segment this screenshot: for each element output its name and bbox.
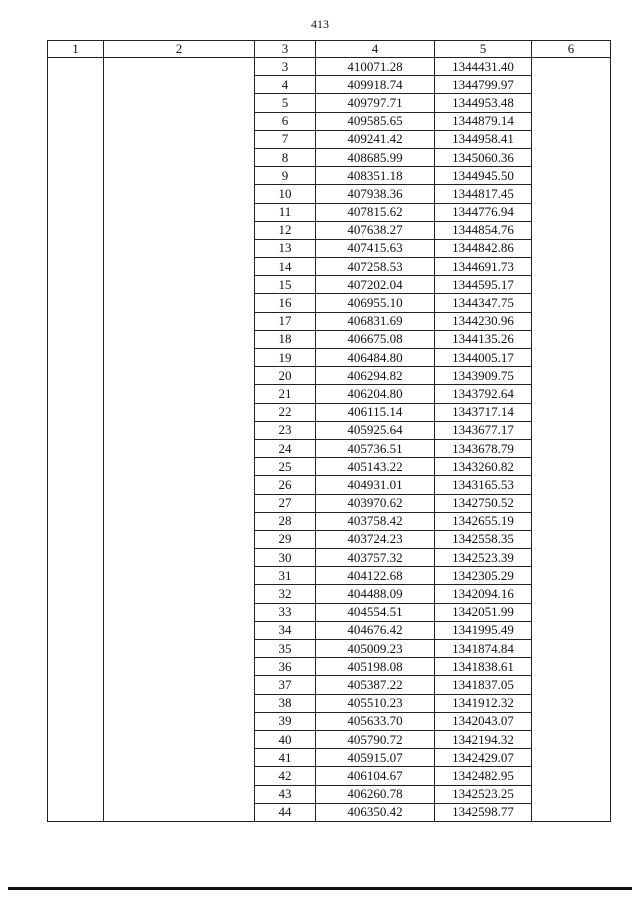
x-coordinate-cell: 405009.23: [316, 640, 435, 658]
y-coordinate-cell: 1343165.53: [435, 476, 532, 494]
point-number-cell: 21: [255, 385, 316, 403]
point-number-cell: 19: [255, 349, 316, 367]
x-coordinate-cell: 404554.51: [316, 603, 435, 621]
point-number-cell: 23: [255, 421, 316, 439]
x-coordinate-cell: 405915.07: [316, 749, 435, 767]
y-coordinate-cell: 1342429.07: [435, 749, 532, 767]
point-number-cell: 32: [255, 585, 316, 603]
point-number-cell: 13: [255, 239, 316, 257]
y-coordinate-cell: 1344842.86: [435, 239, 532, 257]
x-coordinate-cell: 403970.62: [316, 494, 435, 512]
point-number-cell: 42: [255, 767, 316, 785]
header-col-6: 6: [532, 41, 611, 58]
point-number-cell: 22: [255, 403, 316, 421]
col-6-cell: [532, 58, 611, 822]
x-coordinate-cell: 408685.99: [316, 148, 435, 166]
point-number-cell: 7: [255, 130, 316, 148]
point-number-cell: 38: [255, 694, 316, 712]
y-coordinate-cell: 1344691.73: [435, 258, 532, 276]
x-coordinate-cell: 407202.04: [316, 276, 435, 294]
y-coordinate-cell: 1343717.14: [435, 403, 532, 421]
x-coordinate-cell: 403757.32: [316, 549, 435, 567]
x-coordinate-cell: 408351.18: [316, 167, 435, 185]
x-coordinate-cell: 405198.08: [316, 658, 435, 676]
y-coordinate-cell: 1342094.16: [435, 585, 532, 603]
header-col-1: 1: [48, 41, 104, 58]
x-coordinate-cell: 407258.53: [316, 258, 435, 276]
x-coordinate-cell: 405510.23: [316, 694, 435, 712]
x-coordinate-cell: 409797.71: [316, 94, 435, 112]
y-coordinate-cell: 1342051.99: [435, 603, 532, 621]
header-col-2: 2: [104, 41, 255, 58]
y-coordinate-cell: 1345060.36: [435, 148, 532, 166]
y-coordinate-cell: 1344799.97: [435, 76, 532, 94]
point-number-cell: 18: [255, 330, 316, 348]
y-coordinate-cell: 1344347.75: [435, 294, 532, 312]
point-number-cell: 35: [255, 640, 316, 658]
y-coordinate-cell: 1342194.32: [435, 730, 532, 748]
y-coordinate-cell: 1344230.96: [435, 312, 532, 330]
y-coordinate-cell: 1341874.84: [435, 640, 532, 658]
x-coordinate-cell: 404676.42: [316, 621, 435, 639]
point-number-cell: 17: [255, 312, 316, 330]
point-number-cell: 37: [255, 676, 316, 694]
x-coordinate-cell: 406294.82: [316, 367, 435, 385]
point-number-cell: 11: [255, 203, 316, 221]
point-number-cell: 12: [255, 221, 316, 239]
y-coordinate-cell: 1344879.14: [435, 112, 532, 130]
x-coordinate-cell: 405387.22: [316, 676, 435, 694]
point-number-cell: 10: [255, 185, 316, 203]
point-number-cell: 44: [255, 803, 316, 821]
header-col-3: 3: [255, 41, 316, 58]
point-number-cell: 43: [255, 785, 316, 803]
y-coordinate-cell: 1344953.48: [435, 94, 532, 112]
y-coordinate-cell: 1344958.41: [435, 130, 532, 148]
y-coordinate-cell: 1343677.17: [435, 421, 532, 439]
point-number-cell: 36: [255, 658, 316, 676]
x-coordinate-cell: 405925.64: [316, 421, 435, 439]
y-coordinate-cell: 1341837.05: [435, 676, 532, 694]
y-coordinate-cell: 1344005.17: [435, 349, 532, 367]
x-coordinate-cell: 406115.14: [316, 403, 435, 421]
point-number-cell: 31: [255, 567, 316, 585]
bottom-rule: [8, 887, 632, 890]
y-coordinate-cell: 1344135.26: [435, 330, 532, 348]
header-col-4: 4: [316, 41, 435, 58]
col-2-cell: [104, 58, 255, 822]
point-number-cell: 29: [255, 530, 316, 548]
table-row: [48, 58, 611, 76]
point-number-cell: 25: [255, 458, 316, 476]
y-coordinate-cell: 1343260.82: [435, 458, 532, 476]
point-number-cell: 39: [255, 712, 316, 730]
y-coordinate-cell: 1344945.50: [435, 167, 532, 185]
point-number-cell: 26: [255, 476, 316, 494]
x-coordinate-cell: 407415.63: [316, 239, 435, 257]
x-coordinate-cell: 409918.74: [316, 76, 435, 94]
y-coordinate-cell: 1342523.25: [435, 785, 532, 803]
x-coordinate-cell: 406260.78: [316, 785, 435, 803]
point-number-cell: 40: [255, 730, 316, 748]
header-col-5: 5: [435, 41, 532, 58]
y-coordinate-cell: 1342043.07: [435, 712, 532, 730]
col-1-cell: [48, 58, 104, 822]
x-coordinate-cell: 406484.80: [316, 349, 435, 367]
x-coordinate-cell: 405790.72: [316, 730, 435, 748]
y-coordinate-cell: 1342558.35: [435, 530, 532, 548]
x-coordinate-cell: 403724.23: [316, 530, 435, 548]
x-coordinate-cell: 409585.65: [316, 112, 435, 130]
header-row: [48, 41, 611, 58]
point-number-cell: 3: [255, 58, 316, 76]
point-number-cell: 15: [255, 276, 316, 294]
point-number-cell: 6: [255, 112, 316, 130]
x-coordinate-cell: 405633.70: [316, 712, 435, 730]
coordinates-table: [47, 40, 611, 822]
y-coordinate-cell: 1342482.95: [435, 767, 532, 785]
x-coordinate-cell: 409241.42: [316, 130, 435, 148]
y-coordinate-cell: 1344431.40: [435, 58, 532, 76]
x-coordinate-cell: 404931.01: [316, 476, 435, 494]
y-coordinate-cell: 1342655.19: [435, 512, 532, 530]
x-coordinate-cell: 410071.28: [316, 58, 435, 76]
y-coordinate-cell: 1344595.17: [435, 276, 532, 294]
x-coordinate-cell: 407815.62: [316, 203, 435, 221]
point-number-cell: 16: [255, 294, 316, 312]
x-coordinate-cell: 407638.27: [316, 221, 435, 239]
x-coordinate-cell: 406350.42: [316, 803, 435, 821]
y-coordinate-cell: 1342598.77: [435, 803, 532, 821]
x-coordinate-cell: 403758.42: [316, 512, 435, 530]
y-coordinate-cell: 1343792.64: [435, 385, 532, 403]
point-number-cell: 27: [255, 494, 316, 512]
y-coordinate-cell: 1341838.61: [435, 658, 532, 676]
x-coordinate-cell: 404488.09: [316, 585, 435, 603]
y-coordinate-cell: 1341912.32: [435, 694, 532, 712]
point-number-cell: 41: [255, 749, 316, 767]
point-number-cell: 28: [255, 512, 316, 530]
y-coordinate-cell: 1342523.39: [435, 549, 532, 567]
point-number-cell: 5: [255, 94, 316, 112]
x-coordinate-cell: 406955.10: [316, 294, 435, 312]
x-coordinate-cell: 407938.36: [316, 185, 435, 203]
y-coordinate-cell: 1341995.49: [435, 621, 532, 639]
y-coordinate-cell: 1343678.79: [435, 439, 532, 457]
x-coordinate-cell: 405736.51: [316, 439, 435, 457]
point-number-cell: 30: [255, 549, 316, 567]
point-number-cell: 4: [255, 76, 316, 94]
x-coordinate-cell: 406831.69: [316, 312, 435, 330]
point-number-cell: 8: [255, 148, 316, 166]
point-number-cell: 14: [255, 258, 316, 276]
y-coordinate-cell: 1342750.52: [435, 494, 532, 512]
y-coordinate-cell: 1343909.75: [435, 367, 532, 385]
point-number-cell: 24: [255, 439, 316, 457]
y-coordinate-cell: 1342305.29: [435, 567, 532, 585]
point-number-cell: 33: [255, 603, 316, 621]
point-number-cell: 20: [255, 367, 316, 385]
x-coordinate-cell: 404122.68: [316, 567, 435, 585]
y-coordinate-cell: 1344817.45: [435, 185, 532, 203]
x-coordinate-cell: 406104.67: [316, 767, 435, 785]
x-coordinate-cell: 405143.22: [316, 458, 435, 476]
x-coordinate-cell: 406675.08: [316, 330, 435, 348]
page-number: 413: [311, 17, 329, 31]
y-coordinate-cell: 1344854.76: [435, 221, 532, 239]
y-coordinate-cell: 1344776.94: [435, 203, 532, 221]
x-coordinate-cell: 406204.80: [316, 385, 435, 403]
point-number-cell: 9: [255, 167, 316, 185]
point-number-cell: 34: [255, 621, 316, 639]
